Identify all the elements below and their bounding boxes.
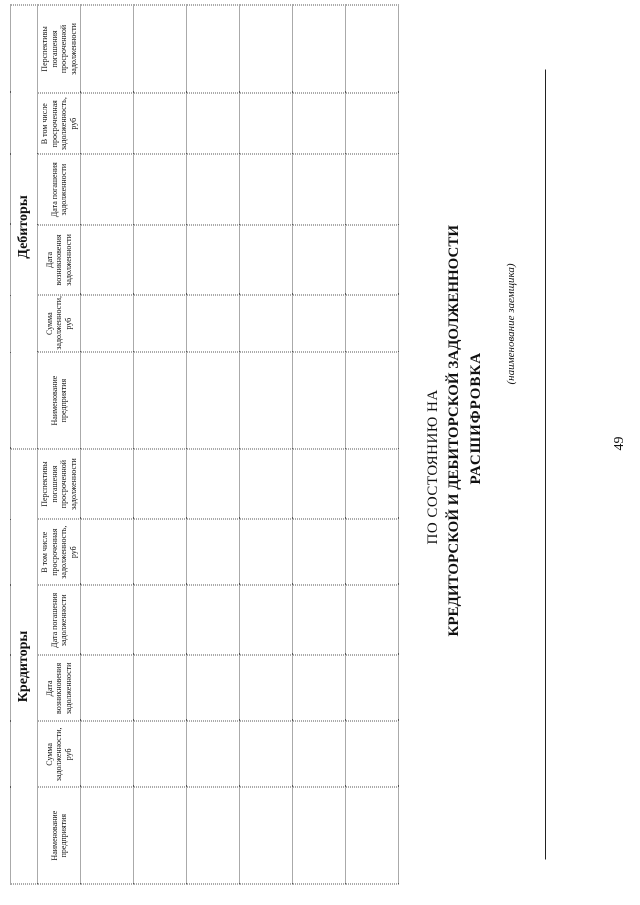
creditor-col-overdue: В том числе просроченная задолженность, руб — [38, 519, 81, 585]
creditor-col-origin-date: Дата возникновения задолженности — [38, 655, 81, 721]
table-cell[interactable] — [240, 721, 293, 787]
column-header-row — [38, 5, 81, 884]
creditor-col-company: Наименование предприятия — [38, 787, 81, 884]
table-cell[interactable] — [187, 519, 240, 585]
table-cell[interactable] — [293, 721, 346, 787]
debtors-group-header: Дебиторы — [11, 5, 38, 449]
table-cell[interactable] — [240, 295, 293, 352]
table-cell[interactable] — [346, 787, 399, 884]
table-cell[interactable] — [134, 519, 187, 585]
table-cell[interactable] — [81, 721, 134, 787]
table-cell[interactable] — [293, 154, 346, 224]
table-cell[interactable] — [81, 5, 134, 93]
table-cell[interactable] — [81, 93, 134, 155]
table-cell[interactable] — [81, 352, 134, 449]
debtor-col-repayment-date: Дата погашения задолженности — [38, 154, 81, 224]
table-row — [81, 5, 134, 884]
table-cell[interactable] — [81, 154, 134, 224]
table-cell[interactable] — [187, 93, 240, 155]
table-cell[interactable] — [346, 225, 399, 295]
table-cell[interactable] — [134, 585, 187, 655]
table-cell[interactable] — [346, 519, 399, 585]
table-cell[interactable] — [134, 225, 187, 295]
table-cell[interactable] — [293, 585, 346, 655]
table-cell[interactable] — [187, 721, 240, 787]
table-cell[interactable] — [81, 295, 134, 352]
table-cell[interactable] — [81, 519, 134, 585]
table-cell[interactable] — [240, 449, 293, 519]
creditor-col-prospects: Перспективы погашения просроченной задолженности — [38, 449, 81, 519]
table-cell[interactable] — [187, 5, 240, 93]
table-cell[interactable] — [346, 352, 399, 449]
group-header-row — [11, 5, 38, 884]
table-cell[interactable] — [187, 787, 240, 884]
table-row — [240, 5, 293, 884]
table-cell[interactable] — [346, 721, 399, 787]
table-cell[interactable] — [240, 787, 293, 884]
title-line-1: РАСШИФРОВКА — [468, 351, 484, 485]
table-cell[interactable] — [293, 449, 346, 519]
table-cell[interactable] — [240, 225, 293, 295]
debtor-col-overdue: В том числе просроченная задолженность, руб — [38, 93, 81, 155]
table-cell[interactable] — [293, 93, 346, 155]
table-cell[interactable] — [293, 787, 346, 884]
table-cell[interactable] — [346, 449, 399, 519]
table-cell[interactable] — [346, 585, 399, 655]
table-cell[interactable] — [187, 449, 240, 519]
table-cell[interactable] — [134, 295, 187, 352]
table-cell[interactable] — [187, 352, 240, 449]
debtor-col-prospects: Перспективы погашения просроченной задолженности — [38, 5, 81, 93]
table-body — [81, 5, 399, 884]
table-cell[interactable] — [346, 154, 399, 224]
table-cell[interactable] — [293, 352, 346, 449]
table-cell[interactable] — [240, 352, 293, 449]
table-cell[interactable] — [240, 5, 293, 93]
table-cell[interactable] — [187, 585, 240, 655]
table-cell[interactable] — [240, 519, 293, 585]
table-cell[interactable] — [293, 225, 346, 295]
table-cell[interactable] — [81, 449, 134, 519]
table-cell[interactable] — [293, 295, 346, 352]
table-cell[interactable] — [134, 449, 187, 519]
title-line-3: ПО СОСТОЯНИЮ НА — [425, 389, 441, 545]
table-cell[interactable] — [134, 5, 187, 93]
table-cell[interactable] — [293, 519, 346, 585]
table-cell[interactable] — [240, 93, 293, 155]
creditors-group-header: Кредиторы — [11, 449, 38, 884]
table-cell[interactable] — [134, 93, 187, 155]
debtor-col-company: Наименование предприятия — [38, 352, 81, 449]
table-cell[interactable] — [81, 225, 134, 295]
table-cell[interactable] — [187, 295, 240, 352]
table-cell[interactable] — [240, 154, 293, 224]
debt-breakdown-table — [10, 5, 399, 885]
table-row — [187, 5, 240, 884]
table-cell[interactable] — [346, 5, 399, 93]
table-cell[interactable] — [134, 154, 187, 224]
table-row — [134, 5, 187, 884]
table-cell[interactable] — [240, 655, 293, 721]
table-cell[interactable] — [134, 787, 187, 884]
table-cell[interactable] — [187, 655, 240, 721]
table-row — [293, 5, 346, 884]
table-cell[interactable] — [187, 225, 240, 295]
table-cell[interactable] — [81, 655, 134, 721]
title-line-2: КРЕДИТОРСКОЙ И ДЕБИТОРСКОЙ ЗАДОЛЖЕННОСТИ — [446, 224, 462, 637]
table-cell[interactable] — [134, 655, 187, 721]
table-cell[interactable] — [240, 585, 293, 655]
table-cell[interactable] — [187, 154, 240, 224]
debtor-col-origin-date: Дата возникновения задолженности — [38, 225, 81, 295]
borrower-name-caption: (наименование заемщика) — [505, 263, 517, 385]
table-row — [346, 5, 399, 884]
table-cell[interactable] — [81, 585, 134, 655]
table-cell[interactable] — [81, 787, 134, 884]
table-cell[interactable] — [134, 721, 187, 787]
page-number: 49 — [612, 436, 627, 451]
table-cell[interactable] — [293, 5, 346, 93]
creditor-col-repayment-date: Дата погашения задолженности — [38, 585, 81, 655]
creditor-col-amount: Сумма задолженности, руб — [38, 721, 81, 787]
table-cell[interactable] — [134, 352, 187, 449]
table-cell[interactable] — [346, 295, 399, 352]
debtor-col-amount: Сумма задолженности, руб — [38, 295, 81, 352]
top-rule — [545, 70, 546, 860]
table-cell[interactable] — [346, 93, 399, 155]
table-cell[interactable] — [293, 655, 346, 721]
table-cell[interactable] — [346, 655, 399, 721]
